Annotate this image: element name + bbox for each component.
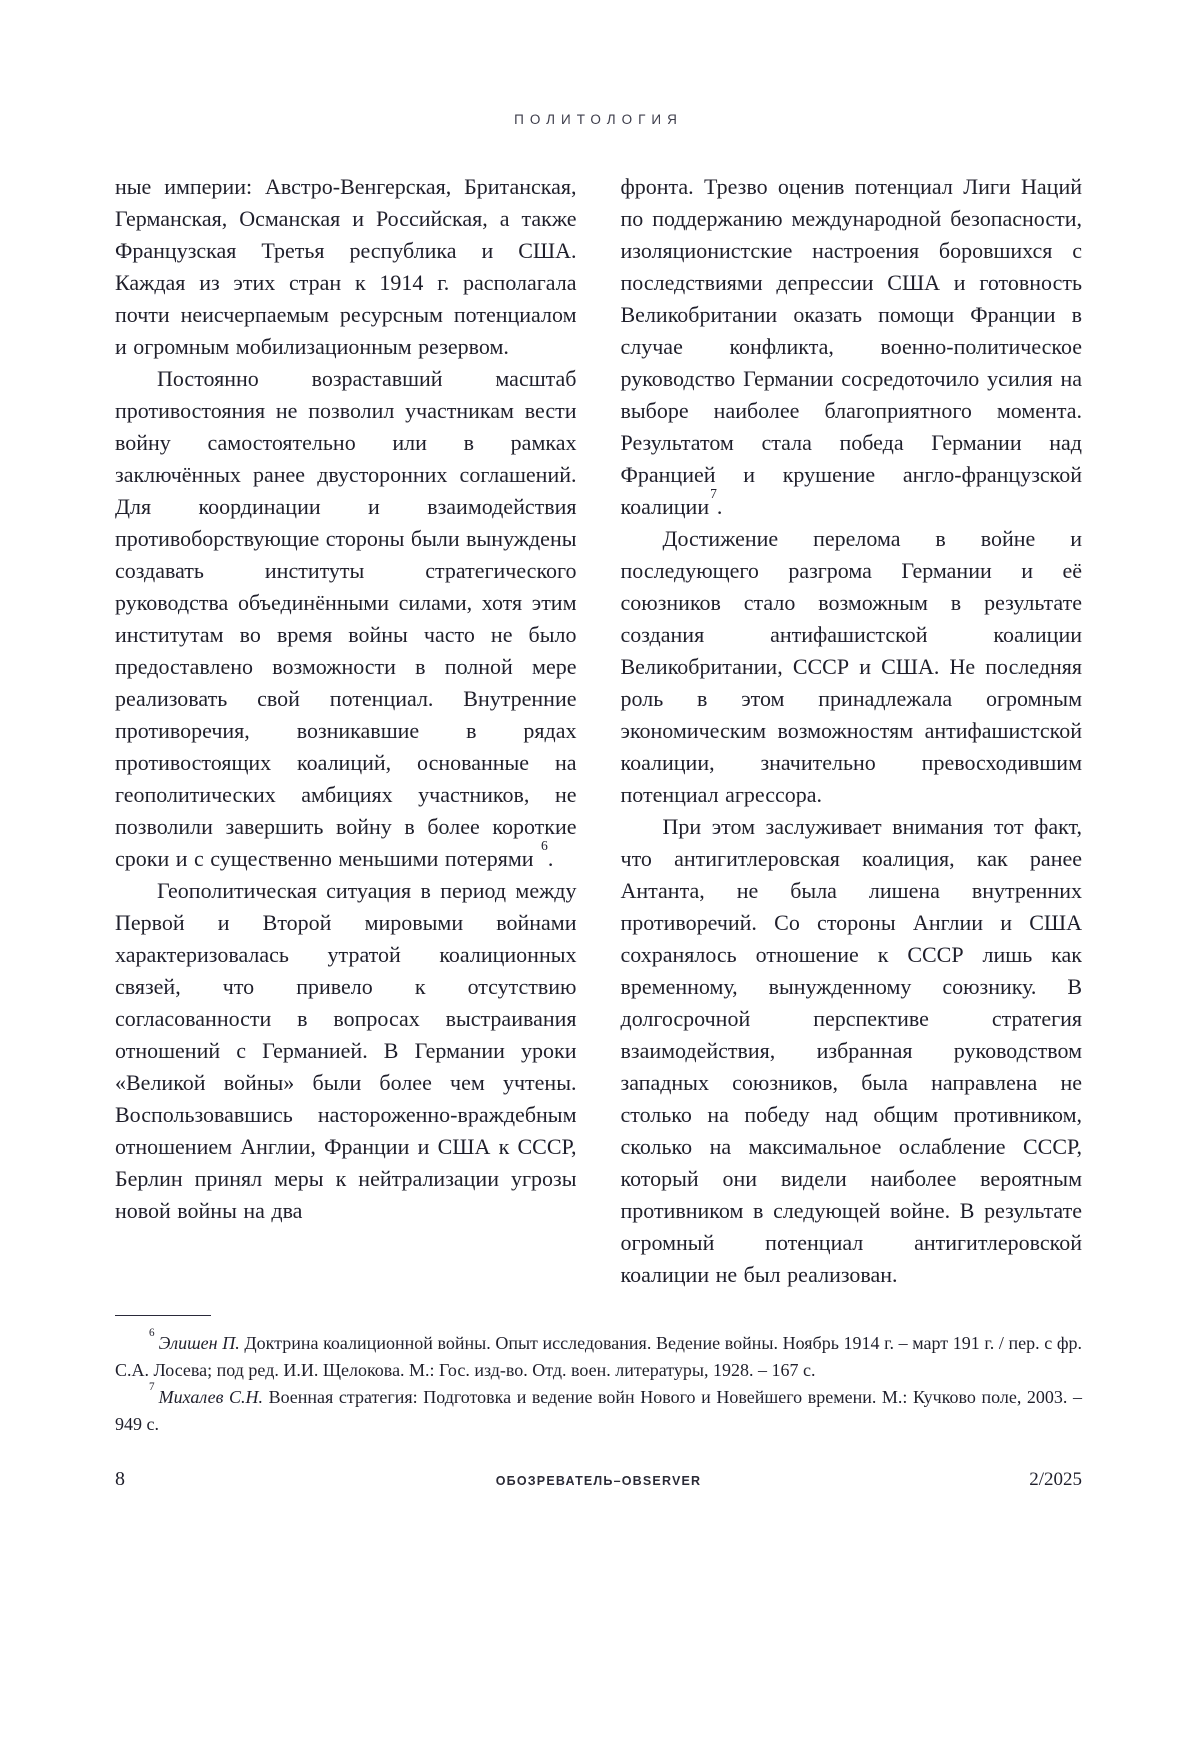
text-run: ные империи: Австро-Венгерская, Британская, Германская, Османская и Российская, а также Французская Третья республика и США. Каждая из этих стран к 1914 г. располагала почти неисчерпаемым ресурсным потенциалом и огромным мобилизационным резервом. (115, 174, 577, 359)
text-run: фронта. Трезво оценив потенциал Лиги Наций по поддержанию международной безопасности, изоляционистские настроения боровшихся с последствиями депрессии США и готовность Великобритании оказать помощи Франции в случае конфликта, военно-политическое руководство Германии сосредоточило усилия на выборе наиболее благоприятного момента. Результатом стала победа Германии над Францией и крушение англо-французской коалиции (620, 174, 1082, 519)
text-run: Достижение перелома в войне и последующего разгрома Германии и её союзников стало возможным в результате создания антифашистской коалиции Великобритании, СССР и США. Не последняя роль в этом принадлежала огромным экономическим возможностям антифашистской коалиции, значительно превосходившим потенциал агрессора. (620, 526, 1082, 807)
page-number: 8 (115, 1468, 125, 1490)
paragraph (115, 875, 577, 1227)
text-run: . (547, 846, 554, 871)
footnote (115, 1327, 1082, 1384)
paragraph (621, 171, 1083, 523)
left-column (115, 171, 577, 1227)
footnote-ref: 6 (541, 838, 548, 854)
footnote-divider (115, 1315, 211, 1316)
footnote-marker: 6 (149, 1327, 155, 1340)
paragraph (621, 811, 1083, 1291)
text-run: Постоянно возраставший масштаб противостояния не позволил участникам вести войну самостоятельно или в рамках заключённых ранее двусторонних соглашений. Для координации и взаимодействия противоборствующие стороны были вынуждены создавать институты стратегического руководства объединёнными силами, хотя этим институтам во время войны часто не было предоставлено возможности в полной мере реализовать свой потенциал. Внутренние противоречия, возникавшие в рядах противостоящих коалиций, основанные на геополитических амбициях участников, не позволили завершить войну в более короткие сроки и с существенно меньшими потерями (115, 366, 577, 871)
footnote (115, 1381, 1082, 1438)
text-columns (115, 171, 1082, 1291)
paragraph (115, 171, 577, 363)
text-run: Михалев С.Н. (158, 1387, 263, 1407)
page-footer (115, 1468, 1082, 1491)
text-run: . (716, 494, 723, 519)
right-column (621, 171, 1083, 1291)
paragraph (115, 363, 577, 875)
journal-title: ОБОЗРЕВАТЕЛЬ–OBSERVER (495, 1474, 702, 1488)
issue-number: 2/2025 (1029, 1469, 1082, 1490)
text-run: Геополитическая ситуация в период между Первой и Второй мировыми войнами характеризовалась утратой коалиционных связей, что привело к отсутствию согласованности в вопросах выстраивания отношений с Германией. В Германии уроки «Великой войны» были более чем учтены. Воспользовавшись настороженно-враждебным отношением Англии, Франции и США к СССР, Берлин принял меры к нейтрализации угрозы новой войны на два (115, 878, 577, 1223)
footnote-ref: 7 (710, 486, 717, 502)
text-run: Военная стратегия: Подготовка и ведение войн Нового и Новейшего времени. М.: Кучково поле, 2003. – 949 с. (115, 1387, 1082, 1434)
footnote-marker: 7 (149, 1381, 155, 1394)
footnote-list (115, 1327, 1082, 1438)
text-run: Доктрина коалиционной войны. Опыт исследования. Ведение войны. Ноябрь 1914 г. – март 191 г. / пер. с фр. С.А. Лосева; под ред. И.И. Щелокова. М.: Гос. изд-во. Отд. воен. литературы, 1928. – 167 с. (115, 1333, 1082, 1380)
section-rubric: ПОЛИТОЛОГИЯ (514, 112, 683, 127)
text-run: Элишен П. (158, 1333, 240, 1353)
text-run: При этом заслуживает внимания тот факт, что антигитлеровская коалиция, как ранее Антанта, не была лишена внутренних противоречий. Со стороны Англии и США сохранялось отношение к СССР лишь как временному, вынужденному союзнику. В долгосрочной перспективе стратегия взаимодействия, избранная руководством западных союзников, была направлена не столько на победу над общим противником, сколько на максимальное ослабление СССР, который они видели наиболее вероятным противником в следующей войне. В результате огромный потенциал антигитлеровской коалиции не был реализован. (620, 814, 1082, 1287)
paragraph (621, 523, 1083, 811)
footnotes-section (115, 1315, 1082, 1438)
